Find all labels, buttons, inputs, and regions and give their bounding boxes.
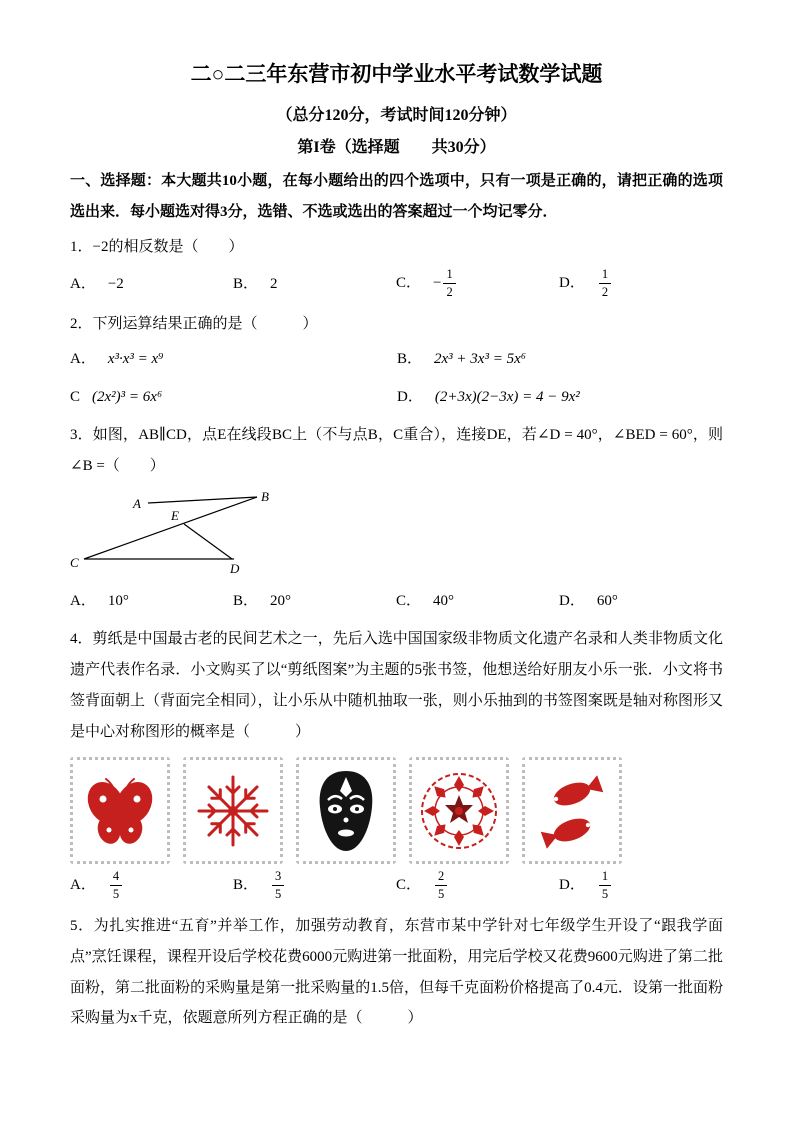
snowflake-icon xyxy=(191,766,275,856)
q2-option-b xyxy=(397,344,723,374)
butterfly-icon xyxy=(78,766,162,856)
opera-mask-icon xyxy=(306,766,386,856)
q4-options xyxy=(70,868,723,903)
fraction xyxy=(599,868,611,903)
papercut-stamp-5 xyxy=(522,757,622,864)
fraction-denominator: 5 xyxy=(112,887,120,902)
segment-ED xyxy=(184,524,232,559)
option-value: −2 xyxy=(107,275,124,292)
option-label: B． xyxy=(233,593,259,610)
q4-option-c xyxy=(396,868,559,903)
q1-option-c xyxy=(396,266,559,301)
option-label: C． xyxy=(396,593,422,610)
option-label: B． xyxy=(233,275,259,292)
fraction xyxy=(599,266,611,301)
option-label: D． xyxy=(559,877,585,894)
segment-CB xyxy=(84,497,257,559)
label-A: A xyxy=(133,496,141,512)
q1-stem: 1．−2的相反数是（ ） xyxy=(70,238,244,255)
option-expression: 2x³ + 3x³ = 5x⁶ xyxy=(434,350,526,367)
q3-stem: 3．如图，AB∥CD，点E在线段BC上（不与点B，C重合），连接DE，若∠D = 40°，∠BED = 60°，则∠B =（ ） xyxy=(70,426,723,474)
parallel-lines-triangle-figure xyxy=(70,487,290,577)
label-C: C xyxy=(70,555,79,571)
section-instructions: 一、选择题：本大题共10小题，在每小题给出的四个选项中，只有一项是正确的，请把正确的选项选出来．每小题选对得3分，选错、不选或选出的答案超过一个均记零分． xyxy=(70,173,723,220)
option-label: A． xyxy=(70,275,96,292)
q2-option-a xyxy=(70,344,397,374)
q1-option-d xyxy=(559,266,723,301)
option-label: A． xyxy=(70,593,96,610)
option-expression: (2x²)³ = 6x⁶ xyxy=(92,388,163,405)
q3-options xyxy=(70,586,723,616)
q2-stem: 2．下列运算结果正确的是（ ） xyxy=(70,316,318,332)
q2-option-c xyxy=(70,382,397,412)
exam-score-time: （总分120分，考试时间120分钟） xyxy=(276,107,517,124)
q1-options xyxy=(70,266,723,301)
q2-option-d xyxy=(397,382,723,412)
q2-options-row1 xyxy=(70,344,723,374)
label-D: D xyxy=(230,561,240,577)
fraction-numerator: 1 xyxy=(599,266,611,284)
option-label: D． xyxy=(559,593,585,610)
q1-option-a xyxy=(70,269,233,299)
option-label: B． xyxy=(397,350,423,367)
fraction xyxy=(110,868,122,903)
q3-option-c xyxy=(396,586,559,616)
fraction-denominator: 5 xyxy=(275,887,282,902)
fraction xyxy=(435,868,447,903)
option-label: A． xyxy=(70,350,96,367)
section-heading: 第I卷（选择题 共30分） xyxy=(297,139,496,156)
fraction-sign: − xyxy=(433,275,442,292)
option-label: B． xyxy=(233,877,259,894)
double-fish-icon xyxy=(530,766,614,856)
q4-option-d xyxy=(559,868,723,903)
q4-option-a xyxy=(70,868,233,903)
fraction-denominator: 2 xyxy=(446,285,453,300)
option-label: C． xyxy=(396,275,422,292)
fraction-denominator: 5 xyxy=(438,887,445,902)
option-label: D． xyxy=(559,275,585,292)
label-B: B xyxy=(261,489,269,505)
option-value: 10° xyxy=(107,593,129,610)
page-title: 二○二三年东营市初中学业水平考试数学试题 xyxy=(190,62,603,86)
label-E: E xyxy=(171,508,179,524)
fraction-numerator: 2 xyxy=(435,868,447,886)
fraction-numerator: 1 xyxy=(443,266,455,284)
option-expression: x³·x³ = x⁹ xyxy=(107,350,164,367)
q5-stem: 5．为扎实推进“五育”并举工作，加强劳动教育，东营市某中学针对七年级学生开设了“跟我学面点”烹饪课程，课程开设后学校花费6000元购进第一批面粉，用完后学校又花费9600元购进了第二批面粉，第二批面粉的采购量是第一批采购量的1.5倍，但每千克面粉价格提高了0.4元．设第一批面粉采购量为x千克，依题意所列方程正确的是（ ） xyxy=(70,918,723,1027)
line-AB xyxy=(148,497,257,503)
option-label: D． xyxy=(397,388,423,405)
fraction-numerator: 1 xyxy=(599,868,611,886)
option-value: 2 xyxy=(270,275,278,292)
papercut-stamp-3 xyxy=(296,757,396,864)
fraction-denominator: 2 xyxy=(601,285,609,300)
fraction-numerator: 4 xyxy=(110,868,122,886)
q4-option-b xyxy=(233,868,396,903)
option-value: 20° xyxy=(270,593,292,610)
q4-stem: 4．剪纸是中国最古老的民间艺术之一，先后入选中国国家级非物质文化遗产名录和人类非物质文化遗产代表作名录．小文购买了以“剪纸图案”为主题的5张书签，他想送给好朋友小乐一张．小文将书签背面朝上（背面完全相同），让小乐从中随机抽取一张，则小乐抽到的书签图案既是轴对称图形又是中心对称图形的概率是（ ） xyxy=(70,631,723,740)
fraction-denominator: 5 xyxy=(601,887,609,902)
option-label: C． xyxy=(396,877,422,894)
option-value: 60° xyxy=(596,593,618,610)
papercut-stamp-4 xyxy=(409,757,509,864)
q3-option-b xyxy=(233,586,396,616)
q1-option-b xyxy=(233,269,396,299)
fraction xyxy=(443,266,455,301)
papercut-stamp-1 xyxy=(70,757,170,864)
option-value: 40° xyxy=(433,593,455,610)
q3-option-d xyxy=(559,586,723,616)
q4-papercut-stamps xyxy=(70,757,723,864)
option-label: A． xyxy=(70,877,96,894)
option-label: C xyxy=(70,388,81,405)
fraction xyxy=(272,868,284,903)
q3-figure xyxy=(70,487,723,582)
papercut-stamp-2 xyxy=(183,757,283,864)
fraction-numerator: 3 xyxy=(272,868,284,886)
option-expression: (2+3x)(2−3x) = 4 − 9x² xyxy=(434,388,580,405)
floral-medallion-icon xyxy=(416,767,502,855)
q2-options-row2 xyxy=(70,382,723,412)
q3-option-a xyxy=(70,586,233,616)
